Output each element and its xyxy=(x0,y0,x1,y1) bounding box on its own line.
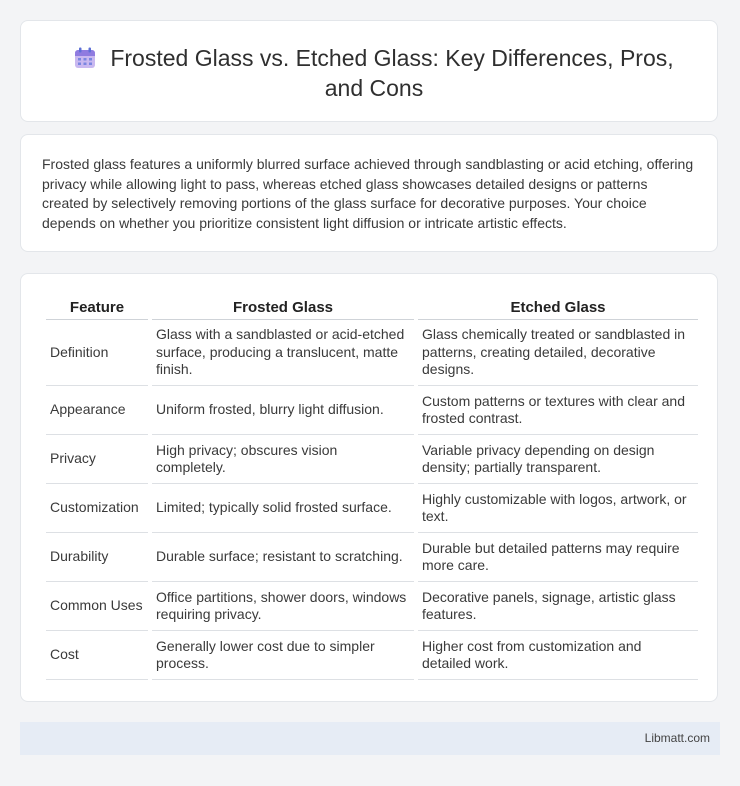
header-feature: Feature xyxy=(46,295,148,320)
table-row xyxy=(46,320,698,386)
table-row xyxy=(46,386,698,435)
intro-paragraph: Frosted glass features a uniformly blurred surface achieved through sandblasting or acid etching, offering privacy while allowing light to pass, whereas etched glass showcases detailed designs or patterns created by selectively removing portions of the glass surface for decorative purposes. Your choice depends on whether you prioritize consistent light diffusion or intricate artistic effects. xyxy=(42,156,694,231)
intro-card xyxy=(20,134,718,252)
etched-cell: Decorative panels, signage, artistic glass features. xyxy=(418,582,698,631)
footer-site-link[interactable]: Libmatt.com xyxy=(644,731,710,745)
etched-cell: Higher cost from customization and detailed work. xyxy=(418,631,698,680)
feature-cell: Privacy xyxy=(46,435,148,484)
table-row xyxy=(46,484,698,533)
etched-cell: Glass chemically treated or sandblasted in patterns, creating detailed, decorative designs. xyxy=(418,320,698,386)
etched-cell: Durable but detailed patterns may require more care. xyxy=(418,533,698,582)
header-etched-glass: Etched Glass xyxy=(418,295,698,320)
feature-cell: Durability xyxy=(46,533,148,582)
calendar-icon xyxy=(74,47,96,69)
feature-cell: Common Uses xyxy=(46,582,148,631)
frosted-cell: Uniform frosted, blurry light diffusion. xyxy=(152,386,414,435)
footer-bar xyxy=(20,722,720,755)
table-row xyxy=(46,435,698,484)
table-row xyxy=(46,582,698,631)
header-frosted-glass: Frosted Glass xyxy=(152,295,414,320)
feature-cell: Appearance xyxy=(46,386,148,435)
etched-cell: Highly customizable with logos, artwork, or text. xyxy=(418,484,698,533)
frosted-cell: Office partitions, shower doors, windows requiring privacy. xyxy=(152,582,414,631)
feature-cell: Definition xyxy=(46,320,148,386)
frosted-cell: Generally lower cost due to simpler process. xyxy=(152,631,414,680)
table-row xyxy=(46,631,698,680)
page-title: Frosted Glass vs. Etched Glass: Key Differences, Pros, and Cons xyxy=(110,45,674,101)
table-header-row xyxy=(46,295,698,320)
frosted-cell: Durable surface; resistant to scratching. xyxy=(152,533,414,582)
title-card xyxy=(20,20,718,122)
frosted-cell: Glass with a sandblasted or acid-etched surface, producing a translucent, matte finish. xyxy=(152,320,414,386)
table-row xyxy=(46,533,698,582)
etched-cell: Variable privacy depending on design density; partially transparent. xyxy=(418,435,698,484)
etched-cell: Custom patterns or textures with clear and frosted contrast. xyxy=(418,386,698,435)
page-title-wrap xyxy=(61,43,687,103)
comparison-card xyxy=(20,273,718,702)
comparison-table xyxy=(42,295,702,680)
frosted-cell: High privacy; obscures vision completely. xyxy=(152,435,414,484)
frosted-cell: Limited; typically solid frosted surface. xyxy=(152,484,414,533)
feature-cell: Cost xyxy=(46,631,148,680)
feature-cell: Customization xyxy=(46,484,148,533)
